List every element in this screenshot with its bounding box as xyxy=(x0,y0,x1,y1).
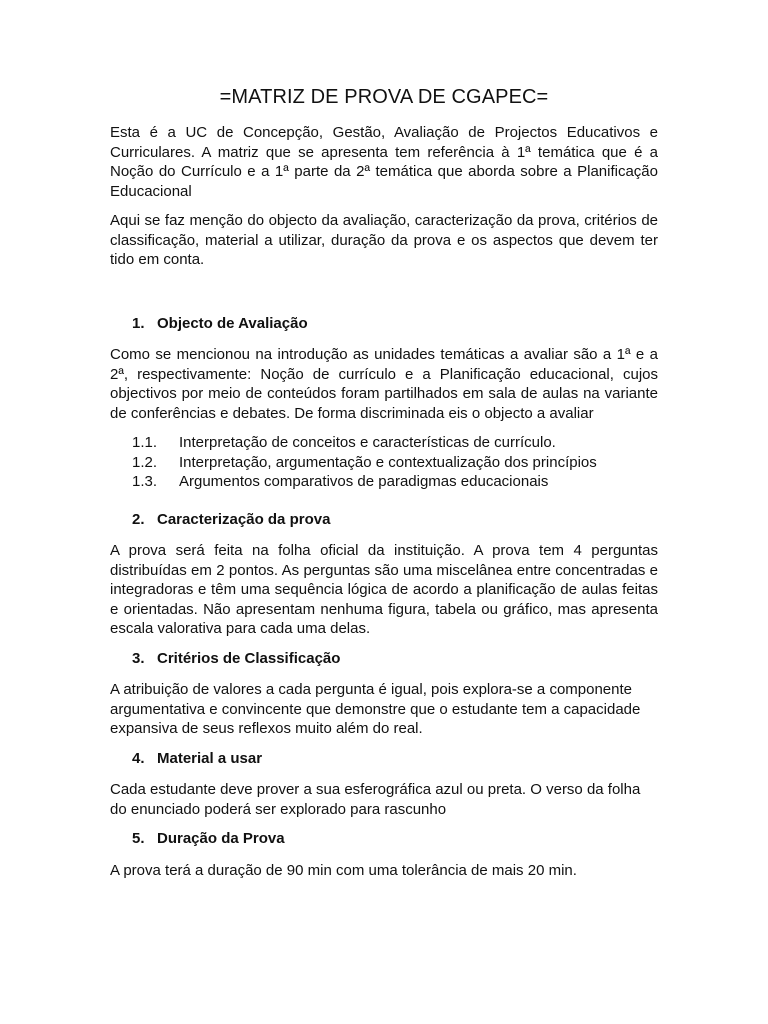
list-item-text: Interpretação, argumentação e contextualização dos princípios xyxy=(179,453,597,471)
section-title: Critérios de Classificação xyxy=(157,649,341,667)
section-heading-duracao xyxy=(110,829,658,849)
section-body: Cada estudante deve prover a sua esferográfica azul ou preta. O verso da folha do enunciado poderá ser explorado para rascunho xyxy=(110,781,641,818)
document-page xyxy=(110,84,658,890)
subitem-list xyxy=(110,433,658,492)
spacer xyxy=(110,280,658,314)
list-item xyxy=(132,472,658,492)
section-title: Duração da Prova xyxy=(157,830,285,847)
section-title: Objecto de Avaliação xyxy=(157,314,308,332)
section-body: A atribuição de valores a cada pergunta é igual, pois explora-se a componente argumentativa e convincente que demonstre que o estudante tem a capacidade expansiva de seus reflexos muito além do real. xyxy=(110,681,641,737)
section-body: A prova será feita na folha oficial da instituição. A prova tem 4 perguntas distribuídas em 2 pontos. As perguntas são uma miscelânea entre concentradas e integradoras e têm uma sequência lógica de acordo a planificação de aulas feitas e orientadas. Não apresentam nenhuma figura, tabela ou gráfico, mas apresenta escala valorativa para cada uma delas. xyxy=(110,542,658,637)
list-item-number: 1.2. xyxy=(132,453,158,471)
section-number: 5. xyxy=(132,830,145,847)
list-item xyxy=(132,453,658,473)
section-heading-criterios xyxy=(110,649,658,669)
section-number: 1. xyxy=(132,314,145,332)
intro-paragraph: Aqui se faz menção do objecto da avaliação, caracterização da prova, critérios de classificação, material a utilizar, duração da prova e os aspectos que devem ter tido em conta. xyxy=(110,212,658,268)
document-title: =MATRIZ DE PROVA DE CGAPEC= xyxy=(219,86,549,108)
list-item-text: Argumentos comparativos de paradigmas educacionais xyxy=(179,473,549,490)
section-number: 2. xyxy=(132,510,145,528)
list-item-number: 1.1. xyxy=(132,434,158,451)
list-item-text: Interpretação de conceitos e características de currículo. xyxy=(179,434,556,451)
section-number: 4. xyxy=(132,749,145,767)
list-item xyxy=(132,433,658,453)
section-heading-objecto xyxy=(110,314,658,334)
section-title: Material a usar xyxy=(157,749,263,767)
section-body: Como se mencionou na introdução as unidades temáticas a avaliar são a 1ª e a 2ª, respectivamente: Noção de currículo e a Planificação educacional, cujos objectivos por meio de conteúdos foram partilhados em sala de aulas na variante de conferências e debates. De forma discriminada eis o objecto a avaliar xyxy=(110,346,658,422)
section-heading-material xyxy=(110,749,658,769)
section-number: 3. xyxy=(132,649,145,667)
list-item-number: 1.3. xyxy=(132,473,158,490)
section-heading-caracterizacao xyxy=(110,510,658,530)
intro-paragraph: Esta é a UC de Concepção, Gestão, Avaliação de Projectos Educativos e Curriculares. A matriz que se apresenta tem referência à 1ª temática que é a Noção do Currículo e a 1ª parte da 2ª temática que aborda sobre a Planificação Educacional xyxy=(110,124,658,200)
section-body: A prova terá a duração de 90 min com uma tolerância de mais 20 min. xyxy=(110,861,577,879)
section-title: Caracterização da prova xyxy=(157,510,331,528)
